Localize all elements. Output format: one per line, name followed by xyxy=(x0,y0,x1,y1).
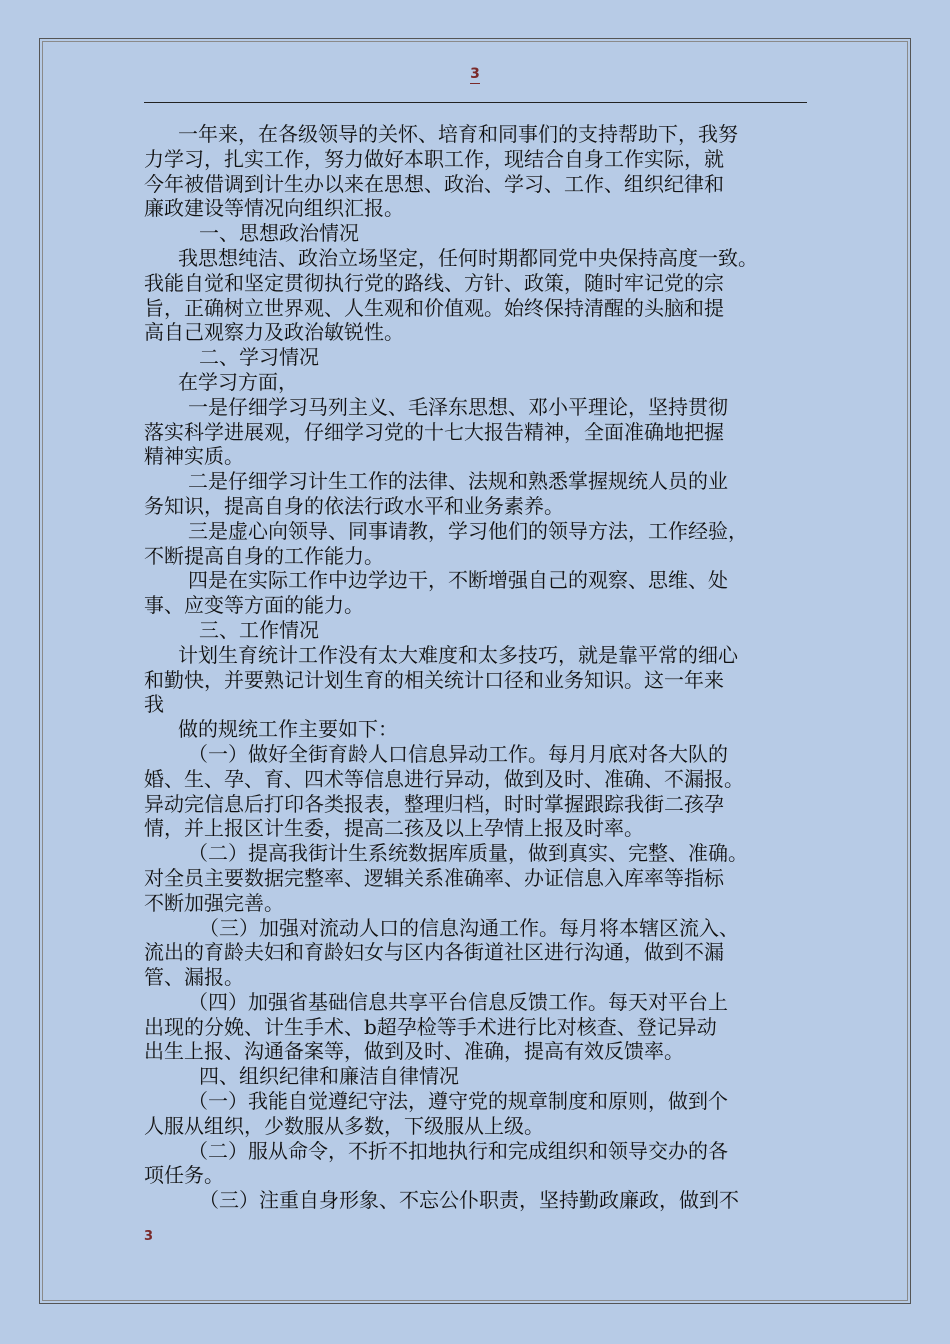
body-line: 计划生育统计工作没有太大难度和太多技巧，就是靠平常的细心 xyxy=(178,642,738,667)
body-line: （一）我能自觉遵纪守法，遵守党的规章制度和原则，做到个 xyxy=(188,1089,728,1114)
body-line: 三、工作情况 xyxy=(199,617,319,642)
body-line: 精神实质。 xyxy=(144,444,244,469)
body-line: （二）提高我街计生系统数据库质量，做到真实、完整、准确。 xyxy=(188,841,748,866)
body-line: 四、组织纪律和廉洁自律情况 xyxy=(199,1064,459,1089)
body-line: 今年被借调到计生办以来在思想、政治、学习、工作、组织纪律和 xyxy=(144,171,724,196)
body-line: 情，并上报区计生委，提高二孩及以上孕情上报及时率。 xyxy=(144,816,644,841)
body-line: （二）服从命令，不折不扣地执行和完成组织和领导交办的各 xyxy=(188,1138,728,1163)
body-line: 婚、生、孕、育、四术等信息进行异动，做到及时、准确、不漏报。 xyxy=(144,766,744,791)
body-line: 务知识，提高自身的依法行政水平和业务素养。 xyxy=(144,493,564,518)
body-line: 出现的分娩、计生手术、b超孕检等手术进行比对核查、登记异动 xyxy=(144,1014,717,1039)
body-line: 不断加强完善。 xyxy=(144,890,284,915)
body-line: 人服从组织，少数服从多数，下级服从上级。 xyxy=(144,1113,544,1138)
body-line: 做的规统工作主要如下： xyxy=(178,717,398,742)
body-line: 我能自觉和坚定贯彻执行党的路线、方针、政策，随时牢记党的宗 xyxy=(144,270,724,295)
body-line: 项任务。 xyxy=(144,1163,224,1188)
body-line: 一年来，在各级领导的关怀、培育和同事们的支持帮助下，我努 xyxy=(178,122,738,146)
body-line: （三）加强对流动人口的信息沟通工作。每月将本辖区流入、 xyxy=(199,915,739,940)
header-rule xyxy=(144,102,807,103)
body-line: 廉政建设等情况向组织汇报。 xyxy=(144,196,404,221)
body-line: 事、应变等方面的能力。 xyxy=(144,593,364,618)
body-line: 对全员主要数据完整率、逻辑关系准确率、办证信息入库率等指标 xyxy=(144,865,724,890)
body-line: 力学习，扎实工作，努力做好本职工作，现结合自身工作实际，就 xyxy=(144,146,724,171)
body-line: 高自己观察力及政治敏锐性。 xyxy=(144,320,404,345)
body-line: 管、漏报。 xyxy=(144,965,244,990)
body-line: 我思想纯洁、政治立场坚定，任何时期都同党中央保持高度一致。 xyxy=(178,245,758,270)
body-line: 旨，正确树立世界观、人生观和价值观。始终保持清醒的头脑和提 xyxy=(144,295,724,320)
body-line: 流出的育龄夫妇和育龄妇女与区内各街道社区进行沟通，做到不漏 xyxy=(144,940,724,965)
header-page-number xyxy=(0,66,950,82)
body-line: 一是仔细学习马列主义、毛泽东思想、邓小平理论，坚持贯彻 xyxy=(188,394,728,419)
body-line: 不断提高自身的工作能力。 xyxy=(144,543,384,568)
body-line: （三）注重自身形象、不忘公仆职责，坚持勤政廉政，做到不 xyxy=(199,1188,739,1213)
header-page-number-text: 3 xyxy=(470,66,480,82)
body-line: 二、学习情况 xyxy=(199,345,319,370)
body-line: 三是虚心向领导、同事请教，学习他们的领导方法，工作经验， xyxy=(188,518,748,543)
footer-page-number: 3 xyxy=(144,1229,154,1244)
body-line: 二是仔细学习计生工作的法律、法规和熟悉掌握规统人员的业 xyxy=(188,469,728,494)
body-line: 异动完信息后打印各类报表，整理归档，时时掌握跟踪我街二孩孕 xyxy=(144,791,724,816)
body-line: 我 xyxy=(144,692,164,717)
body-line: 一、思想政治情况 xyxy=(199,221,359,246)
body-line: 在学习方面， xyxy=(178,369,298,394)
body-line: （一）做好全街育龄人口信息异动工作。每月月底对各大队的 xyxy=(188,741,728,766)
body-line: 四是在实际工作中边学边干，不断增强自己的观察、思维、处 xyxy=(188,568,728,593)
body-line: （四）加强省基础信息共享平台信息反馈工作。每天对平台上 xyxy=(188,989,728,1014)
body-line: 出生上报、沟通备案等，做到及时、准确，提高有效反馈率。 xyxy=(144,1039,684,1064)
document-body xyxy=(144,122,824,1213)
body-line: 落实科学进展观，仔细学习党的十七大报告精神，全面准确地把握 xyxy=(144,419,724,444)
body-line: 和勤快，并要熟记计划生育的相关统计口径和业务知识。这一年来 xyxy=(144,667,724,692)
